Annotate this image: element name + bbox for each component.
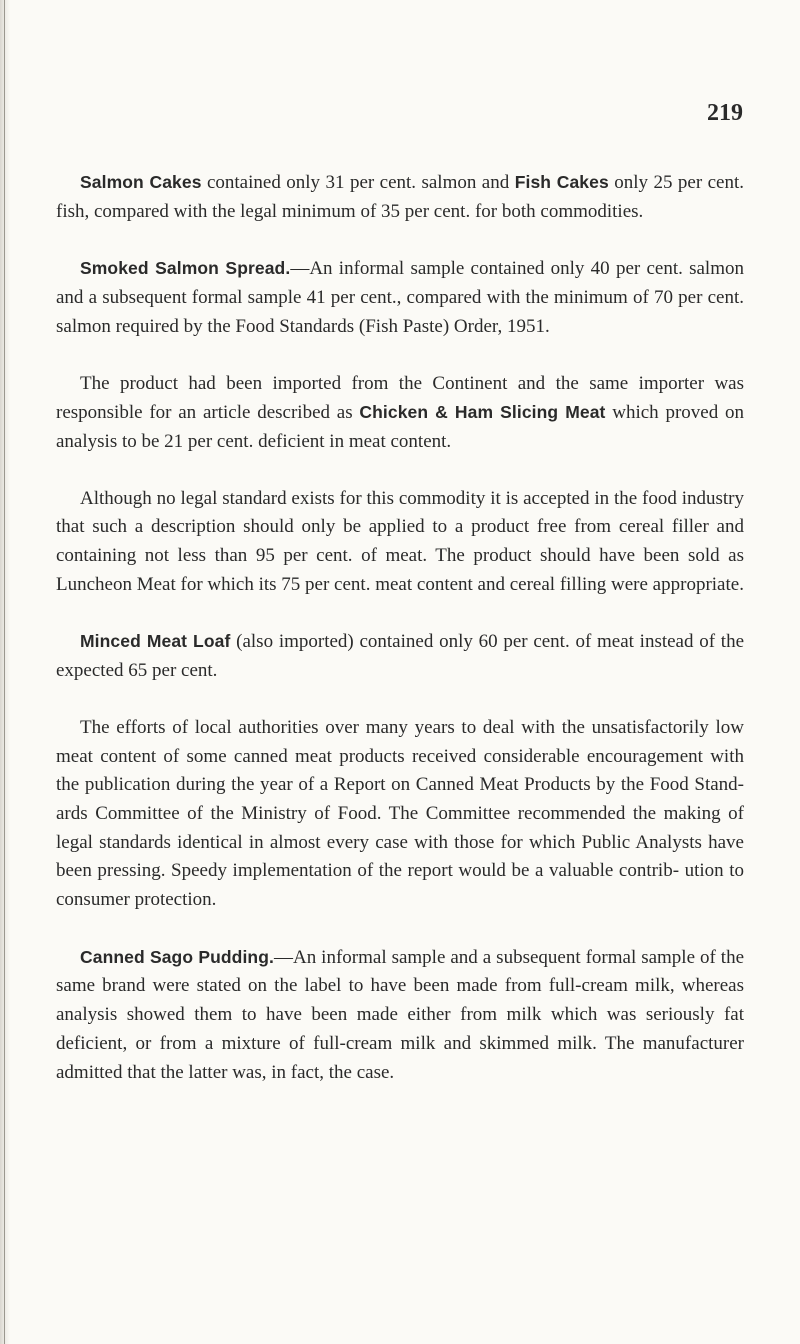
paragraph-salmon-cakes: [56, 168, 744, 226]
paragraph-text: (also imported) contained only 60 per cent. of meat instead of the expected 65 per cent.: [56, 631, 745, 682]
paragraph-legal-standard: [56, 485, 744, 600]
paragraph-text: which proved on analysis to be 21 per cent. deficient in meat content.: [56, 402, 745, 452]
heading-chicken-ham-slicing-meat: Chicken & Ham Slicing Meat: [359, 402, 606, 423]
heading-fish-cakes: Fish Cakes: [514, 172, 609, 192]
heading-minced-meat-loaf: Minced Meat Loaf: [80, 631, 231, 652]
paragraph-minced-meat-loaf: [56, 627, 744, 685]
heading-canned-sago-pudding: Canned Sago Pudding.: [80, 946, 274, 967]
paragraph-text: —An informal sample contained only 40 per cent. salmon and a subsequent formal sample 41 per cent., compared with the minimum of 70 per cent. salmon required by the Food Standards (Fish Paste) Order, 1951.: [56, 258, 744, 337]
heading-smoked-salmon-spread: Smoked Salmon Spread.: [80, 258, 291, 279]
paragraph-text: The product had been imported from the Continent and the same importer was responsible for an article described as: [56, 372, 744, 424]
paragraph-canned-meat-report: [56, 714, 744, 915]
page-number: 219: [707, 100, 743, 126]
paragraph-text: Although no legal standard exists for this commodity it is accepted in the food industry that such a description should only be applied to a product free from cereal filler and containing not less than 95 per cent. of meat. The product should have been sold as Luncheon Meat for which its 75 per cent. meat content and cereal filling were appropriate.: [56, 487, 744, 595]
paragraph-text: contained only 31 per cent. salmon and: [201, 172, 515, 193]
paragraph-text: —An informal sample and a subsequent formal sample of the same brand were stated on the label to have been made from full-cream milk, whereas analysis showed them to have been made either from milk which was seriously fat deficient, or from a mixture of full-cream milk and skimmed milk. The manufacturer admitted that the latter was, in fact, the case.: [56, 946, 745, 1083]
heading-salmon-cakes: Salmon Cakes: [80, 172, 202, 192]
paragraph-canned-sago-pudding: [56, 943, 744, 1088]
binding-line: [4, 0, 5, 1344]
paragraph-text: The efforts of local authorities over many years to deal with the unsatisfactorily low meat content of some canned meat products received considerable encouragement with the publication during the year of a Report on Canned Meat Products by the Food Stand- ards Committee of the Ministry of Food. The Committee recommended the making of legal standards identical in almost every case with those for which Public Analysts have been pressing. Speedy implementation of the report would be a valuable contrib- ution to consumer protection.: [56, 716, 744, 911]
body-text: [56, 168, 744, 1115]
paragraph-chicken-ham: [56, 370, 744, 457]
paragraph-text: only 25 per cent. fish, compared with the legal minimum of 35 per cent. for both commodities.: [56, 172, 745, 222]
paragraph-smoked-salmon-spread: [56, 254, 744, 341]
binding-edge: [0, 0, 10, 1344]
